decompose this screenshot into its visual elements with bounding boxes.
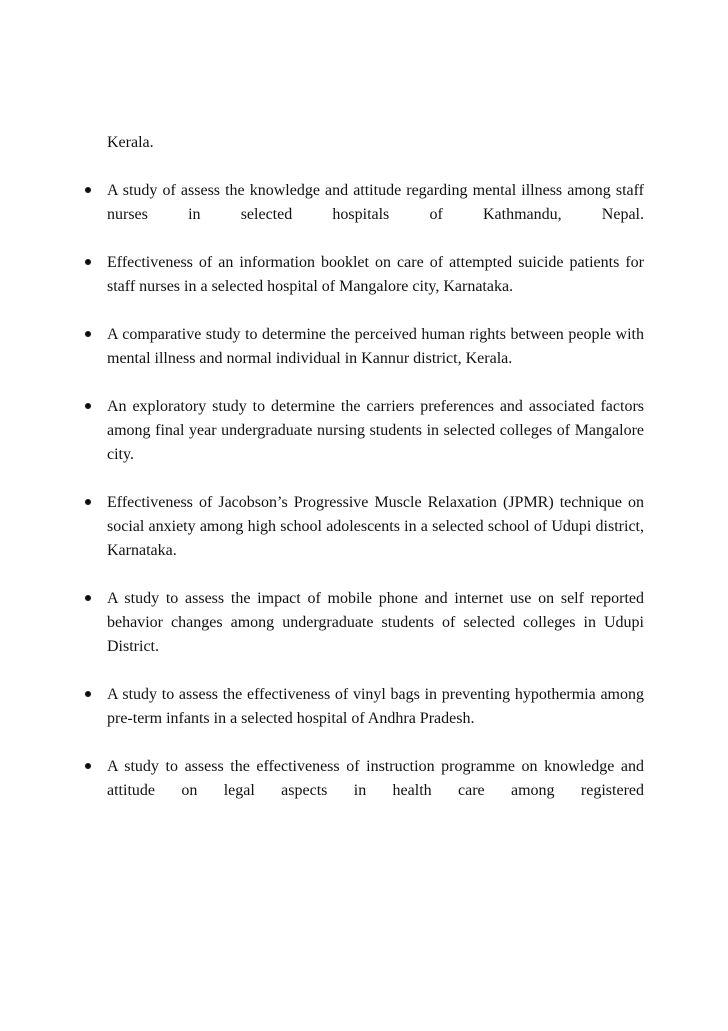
bullet-icon <box>85 187 91 193</box>
list-item <box>0 323 644 371</box>
bullet-icon <box>85 331 91 337</box>
list-item-text: A study to assess the impact of mobile phone and internet use on self reported behavior changes among undergraduate students of selected colleges in Udupi District. <box>107 590 644 655</box>
list-item <box>0 491 644 563</box>
list-item-text: A comparative study to determine the perceived human rights between people with mental illness and normal individual in Kannur district, Kerala. <box>107 326 644 367</box>
list-item <box>0 251 644 299</box>
carryover-text: Kerala. <box>107 134 154 151</box>
list-item <box>0 179 644 227</box>
list-item <box>0 395 644 467</box>
study-list <box>0 179 728 827</box>
bullet-icon <box>85 691 91 697</box>
list-item <box>0 587 644 659</box>
list-item-text: A study to assess the effectiveness of instruction programme on knowledge and attitude on legal aspects in health care among registered <box>107 758 644 799</box>
list-item-text: A study of assess the knowledge and attitude regarding mental illness among staff nurses in selected hospitals of Kathmandu, Nepal. <box>107 182 644 223</box>
bullet-icon <box>85 595 91 601</box>
bullet-icon <box>85 259 91 265</box>
list-item <box>0 683 644 731</box>
list-item-text: A study to assess the effectiveness of vinyl bags in preventing hypothermia among pre-term infants in a selected hospital of Andhra Pradesh. <box>107 686 644 727</box>
list-item-text: An exploratory study to determine the carriers preferences and associated factors among final year undergraduate nursing students in selected colleges of Mangalore city. <box>107 398 644 463</box>
list-item-text: Effectiveness of an information booklet on care of attempted suicide patients for staff nurses in a selected hospital of Mangalore city, Karnataka. <box>107 254 644 295</box>
list-item <box>0 755 644 803</box>
bullet-icon <box>85 403 91 409</box>
bullet-icon <box>85 499 91 505</box>
list-item-text: Effectiveness of Jacobson’s Progressive Muscle Relaxation (JPMR) technique on social anxiety among high school adolescents in a selected school of Udupi district, Karnataka. <box>107 494 644 559</box>
bullet-icon <box>85 763 91 769</box>
